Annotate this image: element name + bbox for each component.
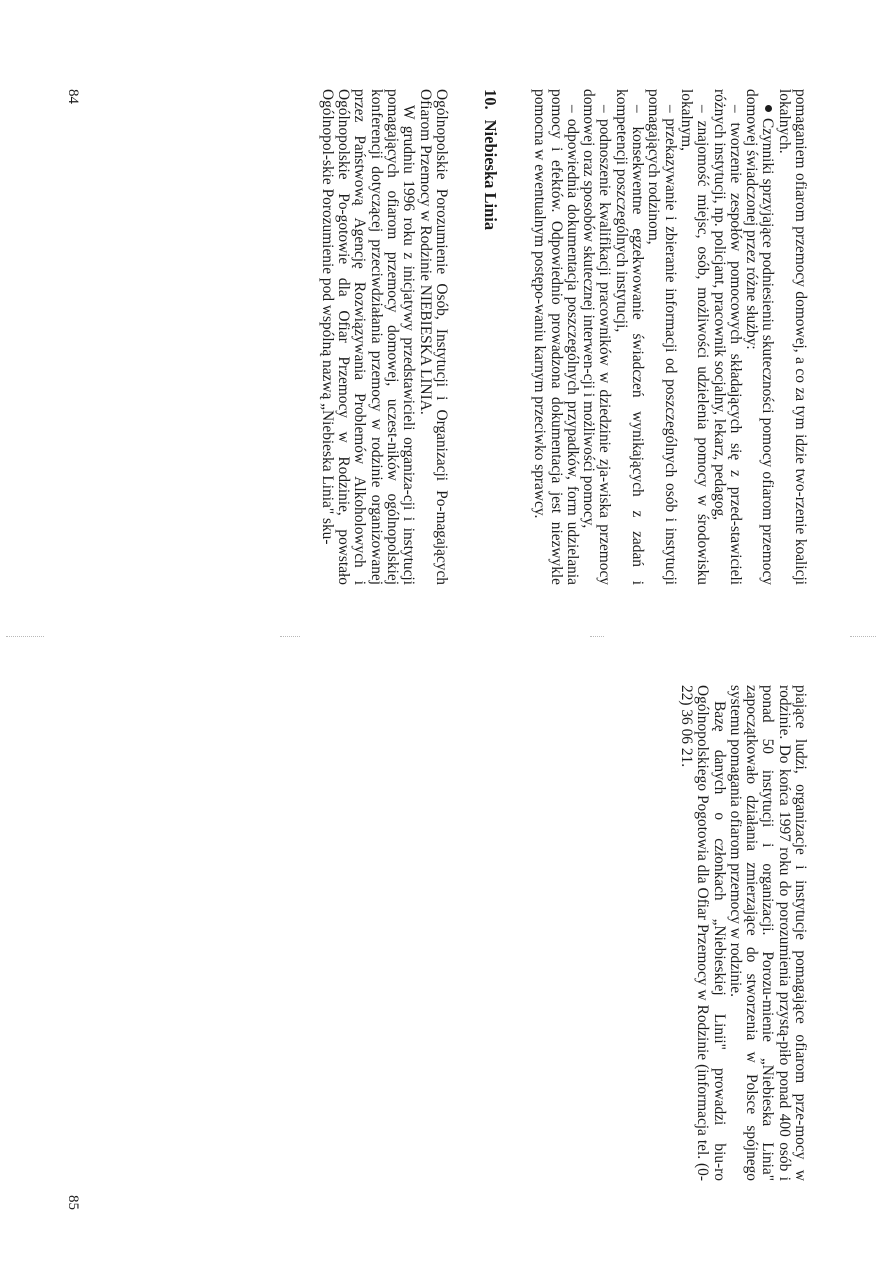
- list-item: – odpowiednia dokumentacja poszczególnych przypadków, form udzielania pomocy i efektów. Odpowiednio prowadzona dokumentacja jest niezwykle pomocna w ewentualnym postępo-waniu karnym przeciwko sprawcy.: [531, 89, 581, 585]
- list-item: – podnoszenie kwalifikacji pracowników w dziedzinie zja-wiska przemocy domowej oraz sposobów skutecznej interwen-cji i możliwości pomocy,: [580, 89, 614, 585]
- list-item: – przekazywanie i zbieranie informacji od poszczególnych osób i instytucji pomagających rodzinom,: [645, 89, 679, 585]
- paragraph-coalitions: pomaganiem ofiarom przemocy domowej, a co za tym idzie two-rzenie koalicji lokalnych.: [775, 89, 809, 585]
- right-page-text-column: [678, 685, 808, 1181]
- section-number: 10.: [480, 89, 500, 110]
- gutter-speck: [590, 636, 604, 638]
- list-item: – znajomość miejsc, osób, możliwości udzielenia pomocy w środowisku lokalnym,: [677, 89, 712, 585]
- gutter-speck: [850, 636, 876, 638]
- bullet-icon: [765, 105, 772, 112]
- list-item: – tworzenie zespołów pomocowych składających się z przed-stawicieli różnych instytucji, np. policjant, pracownik socjalny, lekarz, pedagog,: [710, 89, 744, 585]
- section-title: Niebieska Linia: [480, 119, 500, 231]
- list-item: – konsekwentne egzekwowanie świadczeń wynikających z zadań i kompetencji poszczególnych instytucji,: [612, 89, 647, 585]
- paragraph-organization-name: Ogólnopolskie Porozumienie Osób, Instytucji i Organizacji Po-magających Ofiarom Przemocy w Rodzinie NIEBIESKA LINIA.: [416, 89, 450, 585]
- page-number: 84: [65, 89, 81, 104]
- paragraph-database: Bazę danych o członkach „Niebieskiej Linii" prowadzi biu-ro Ogólnopolskiego Pogotowia dla Ofiar Przemocy w Rodzinie (informacja tel. (0-22) 36 06 21.: [677, 685, 728, 1181]
- bullet-paragraph-text: Czynniki sprzyjające podniesieniu skuteczności pomocy ofiarom przemocy domowej świadczonej przez różne służby:: [743, 89, 777, 585]
- paragraph-continuation: piające ludzi, organizacje i instytucje pomagające ofiarom prze-mocy w rodzinie. Do końca 1997 roku do porozumienia przystą-piło ponad 400 osób i ponad 50 instytucji i organizacji. Porozu-mienie „Niebieska Linia" zapoczątkowało działania zmierzające do stworzenia w Polsce spójnego systemu pomagania ofiarom przemocy w rodzinie.: [726, 685, 809, 1181]
- left-page-text-column: [319, 89, 808, 585]
- gutter-speck: [280, 636, 300, 638]
- gutter-speck: [6, 636, 44, 638]
- page-number: 85: [65, 1195, 81, 1210]
- bullet-paragraph-factors: [743, 89, 776, 585]
- section-heading: [481, 89, 499, 585]
- paragraph-history: W grudniu 1996 roku z inicjatywy przedstawicieli organiza-cji i instytucji pomagających ofiarom przemocy domowej, uczest-ników ogólnopolskiej konferencji dotyczącej przeciwdziałania przemocy w rodzinie organizowanej przez Państwową Agencję Rozwiązywania Problemów Alkoholowych i Ogólnopolskie Po-gotowie dla Ofiar Przemocy w Rodzinie, powstało Ogólnopol-skie Porozumienie pod wspólną nazwą „Niebieska Linia" sku-: [318, 89, 418, 585]
- right-page: [0, 632, 893, 1263]
